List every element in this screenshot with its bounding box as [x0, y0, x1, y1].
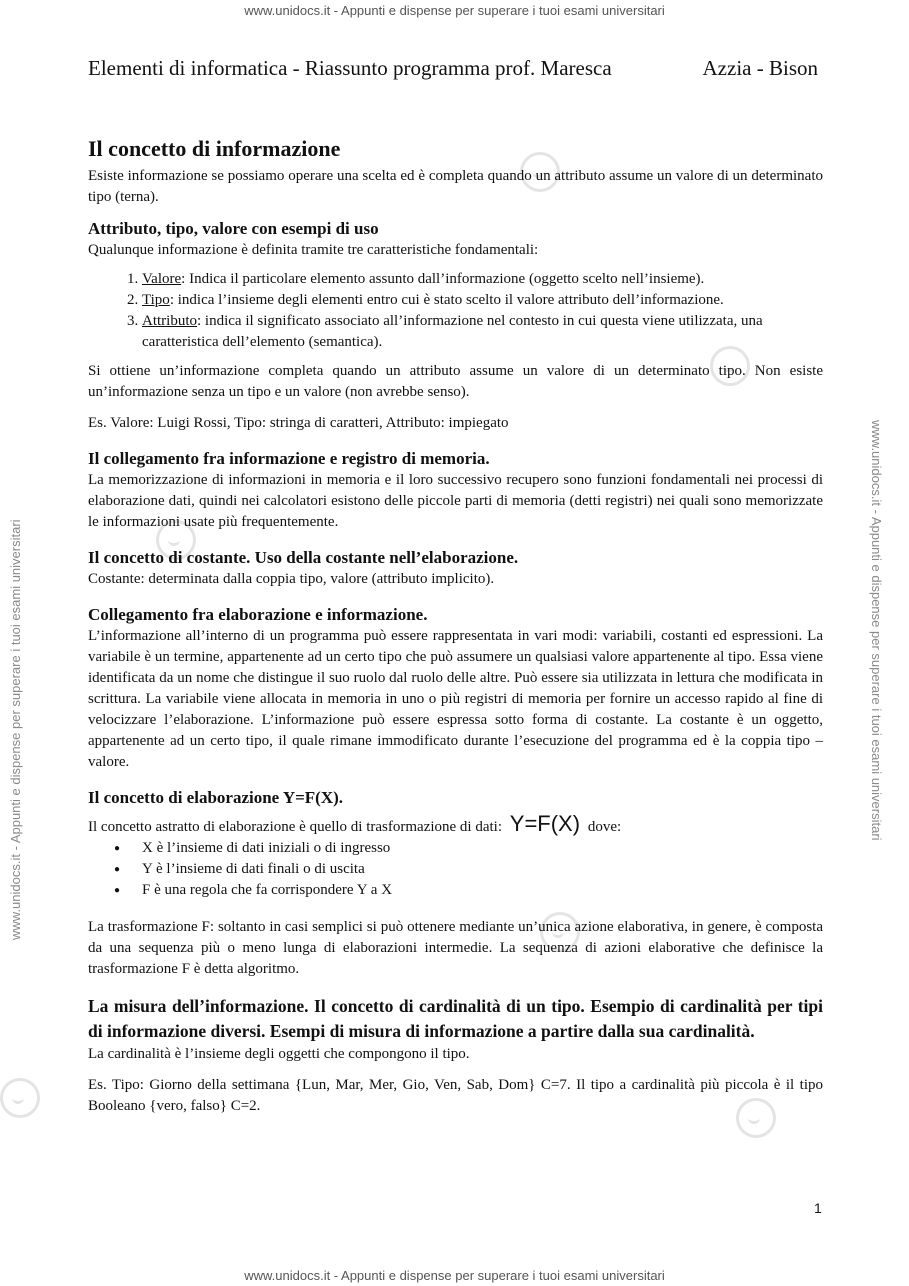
section-heading-attributo: Attributo, tipo, valore con esempi di uso: [88, 219, 379, 238]
watermark-side-right: www.unidocs.it - Appunti e dispense per superare i tuoi esami universitari: [869, 420, 884, 841]
section-intro: Qualunque informazione è definita tramite tre caratteristiche fondamentali:: [88, 242, 539, 258]
document-header: [88, 56, 818, 81]
section-text: Costante: determinata dalla coppia tipo, valore (attributo implicito).: [88, 571, 495, 587]
section-text: L’informazione all’interno di un programma può essere rappresentata in vari modi: variabili, costanti ed espressioni. La variabile è un termine, appartenente ad un certo tipo che può assumere un qualsiasi valore appartenente al tipo. Essa viene identificata da un nome che distingue il suo ruolo dal ruolo delle altre. Può essere sia utilizzata in lettura che modificata in scrittura. La variabile viene allocata in memoria in uno o più registri di memoria per fornire un accesso rapido al fine di velocizzare l’elaborazione. L’informazione può essere espressa sotto forma di costante. La costante è un oggetto, appartenente ad un certo tipo, il quale rimane immodificato durante l’esecuzione del programma ed è la coppia tipo – valore.: [88, 628, 823, 770]
list-item: ● X è l’insieme di dati iniziali o di ingresso: [142, 838, 823, 859]
section-heading-misura: La misura dell’informazione. Il concetto di cardinalità di un tipo. Esempio di cardinalità per tipi di informazione diversi. Esempi di misura di informazione a partire dalla sua cardinalità.: [88, 996, 823, 1041]
section-intro: [88, 813, 823, 838]
section-example: Es. Valore: Luigi Rossi, Tipo: stringa di caratteri, Attributo: impiegato: [88, 415, 509, 431]
document-body: [88, 136, 823, 1117]
section-text: La cardinalità è l’insieme degli oggetti che compongono il tipo.: [88, 1046, 470, 1062]
section-heading-elaborazione: Il concetto di elaborazione Y=F(X).: [88, 788, 344, 807]
list-item-term: Tipo: [142, 292, 170, 308]
list-item: [142, 311, 823, 353]
formula: Y=F(X): [509, 811, 581, 836]
section-heading-informazione: Il concetto di informazione: [88, 136, 341, 161]
list-item: [142, 290, 823, 311]
list-item-term: Attributo: [142, 313, 197, 329]
numbered-list: [88, 269, 823, 353]
section-example: Es. Tipo: Giorno della settimana {Lun, Mar, Mer, Gio, Ven, Sab, Dom} C=7. Il tipo a cardinalità più piccola è il tipo Booleano {vero, falso} C=2.: [88, 1077, 823, 1114]
bullet-list: [88, 838, 823, 901]
list-item-text: : indica il significato associato all’informazione nel contesto in cui questa viene utilizzata, una caratteristica dell’elemento (semantica).: [142, 313, 763, 350]
list-item-term: Valore: [142, 271, 182, 287]
section-heading-costante: Il concetto di costante. Uso della costante nell’elaborazione.: [88, 548, 519, 567]
section-heading-registro: Il collegamento fra informazione e registro di memoria.: [88, 449, 490, 468]
document-authors: Azzia - Bison: [702, 56, 818, 80]
watermark-banner-bottom: www.unidocs.it - Appunti e dispense per superare i tuoi esami universitari: [244, 1268, 665, 1283]
list-item: [142, 269, 823, 290]
watermark-side-left: www.unidocs.it - Appunti e dispense per superare i tuoi esami universitari: [8, 519, 23, 940]
section-text: Si ottiene un’informazione completa quando un attributo assume un valore di un determinato tipo. Non esiste un’informazione senza un tipo e un valore (non avrebbe senso).: [88, 363, 823, 400]
section-text: Esiste informazione se possiamo operare una scelta ed è completa quando un attributo assume un valore di un determinato tipo (terna).: [88, 168, 823, 205]
list-item-text: : indica l’insieme degli elementi entro cui è stato scelto il valore attributo dell’informazione.: [169, 292, 724, 308]
section-intro-text: Il concetto astratto di elaborazione è quello di trasformazione di dati:: [88, 819, 503, 835]
list-item: ● Y è l’insieme di dati finali o di uscita: [142, 859, 823, 880]
list-item: ● F è una regola che fa corrispondere Y a X: [142, 880, 823, 901]
section-intro-text: dove:: [587, 819, 622, 835]
list-item-text: : Indica il particolare elemento assunto dall’informazione (oggetto scelto nell’insieme).: [181, 271, 705, 287]
section-text: La trasformazione F: soltanto in casi semplici si può ottenere mediante un’unica azione elaborativa, in genere, è composta da una sequenza più o meno lunga di elaborazioni intermedie. La sequenza di azioni elaborative che definisce la trasformazione F è detta algoritmo.: [88, 919, 823, 977]
section-heading-elaborazione-informazione: Collegamento fra elaborazione e informazione.: [88, 605, 428, 624]
section-text: La memorizzazione di informazioni in memoria e il loro successivo recupero sono funzioni fondamentali nei processi di elaborazione dati, quindi nei calcolatori esistono delle piccole parti di memoria (detti registri) nei quali sono memorizzate le informazioni usate più frequentemente.: [88, 472, 823, 530]
page-number: 1: [814, 1200, 822, 1216]
watermark-banner-top: www.unidocs.it - Appunti e dispense per superare i tuoi esami universitari: [244, 3, 665, 18]
document-title: Elementi di informatica - Riassunto programma prof. Maresca: [88, 56, 612, 80]
watermark-logo-icon: [0, 1078, 40, 1118]
